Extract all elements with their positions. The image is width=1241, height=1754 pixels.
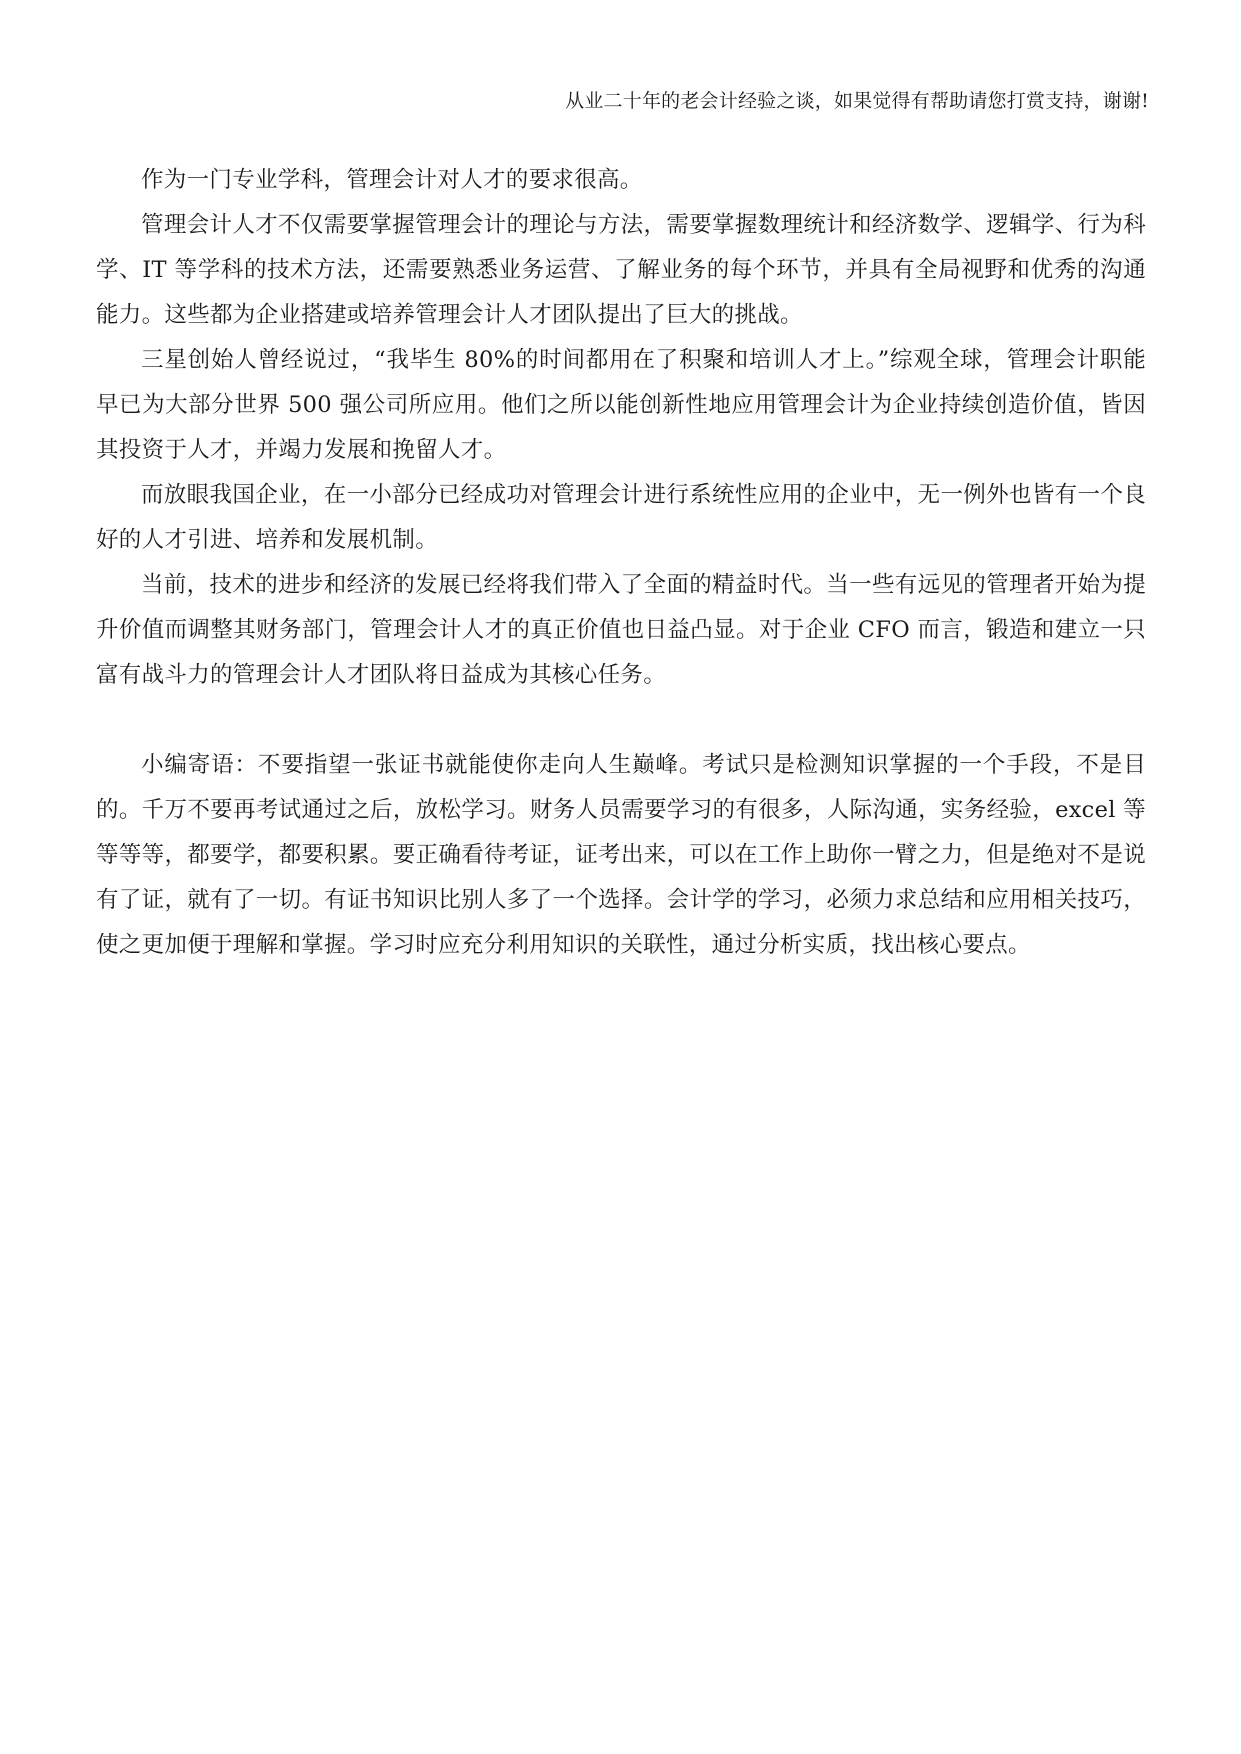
- paragraph-spacer: [96, 698, 1146, 743]
- article-paragraph: 作为一门专业学科，管理会计对人才的要求很高。: [141, 167, 643, 193]
- editor-note: 小编寄语：不要指望一张证书就能使你走向人生巅峰。考试只是检测知识掌握的一个手段，不是目的。千万不要再考试通过之后，放松学习。财务人员需要学习的有很多，人际沟通，实务经验，excel 等等等等，都要学，都要积累。要正确看待考证，证考出来，可以在工作上助你一臂之力，但是绝对不是说有了证，就有了一切。有证书知识比别人多了一个选择。会计学的学习，必须力求总结和应用相关技巧，使之更加便于理解和掌握。学习时应充分利用知识的关联性，通过分析实质，找出核心要点。: [96, 752, 1146, 958]
- article-body: [96, 158, 1146, 968]
- article-paragraph: 当前，技术的进步和经济的发展已经将我们带入了全面的精益时代。当一些有远见的管理者开始为提升价值而调整其财务部门，管理会计人才的真正价值也日益凸显。对于企业 CFO 而言，锻造和建立一只富有战斗力的管理会计人才团队将日益成为其核心任务。: [96, 572, 1146, 688]
- header-note: 从业二十年的老会计经验之谈，如果觉得有帮助请您打赏支持，谢谢!: [565, 90, 1149, 112]
- article-paragraph: 而放眼我国企业，在一小部分已经成功对管理会计进行系统性应用的企业中，无一例外也皆有一个良好的人才引进、培养和发展机制。: [96, 482, 1146, 553]
- article-paragraph: 管理会计人才不仅需要掌握管理会计的理论与方法，需要掌握数理统计和经济数学、逻辑学、行为科学、IT 等学科的技术方法，还需要熟悉业务运营、了解业务的每个环节，并具有全局视野和优秀的沟通能力。这些都为企业搭建或培养管理会计人才团队提出了巨大的挑战。: [96, 212, 1146, 328]
- article-paragraph: 三星创始人曾经说过，“我毕生 80%的时间都用在了积聚和培训人才上。”综观全球，管理会计职能早已为大部分世界 500 强公司所应用。他们之所以能创新性地应用管理会计为企业持续创造价值，皆因其投资于人才，并竭力发展和挽留人才。: [96, 347, 1146, 463]
